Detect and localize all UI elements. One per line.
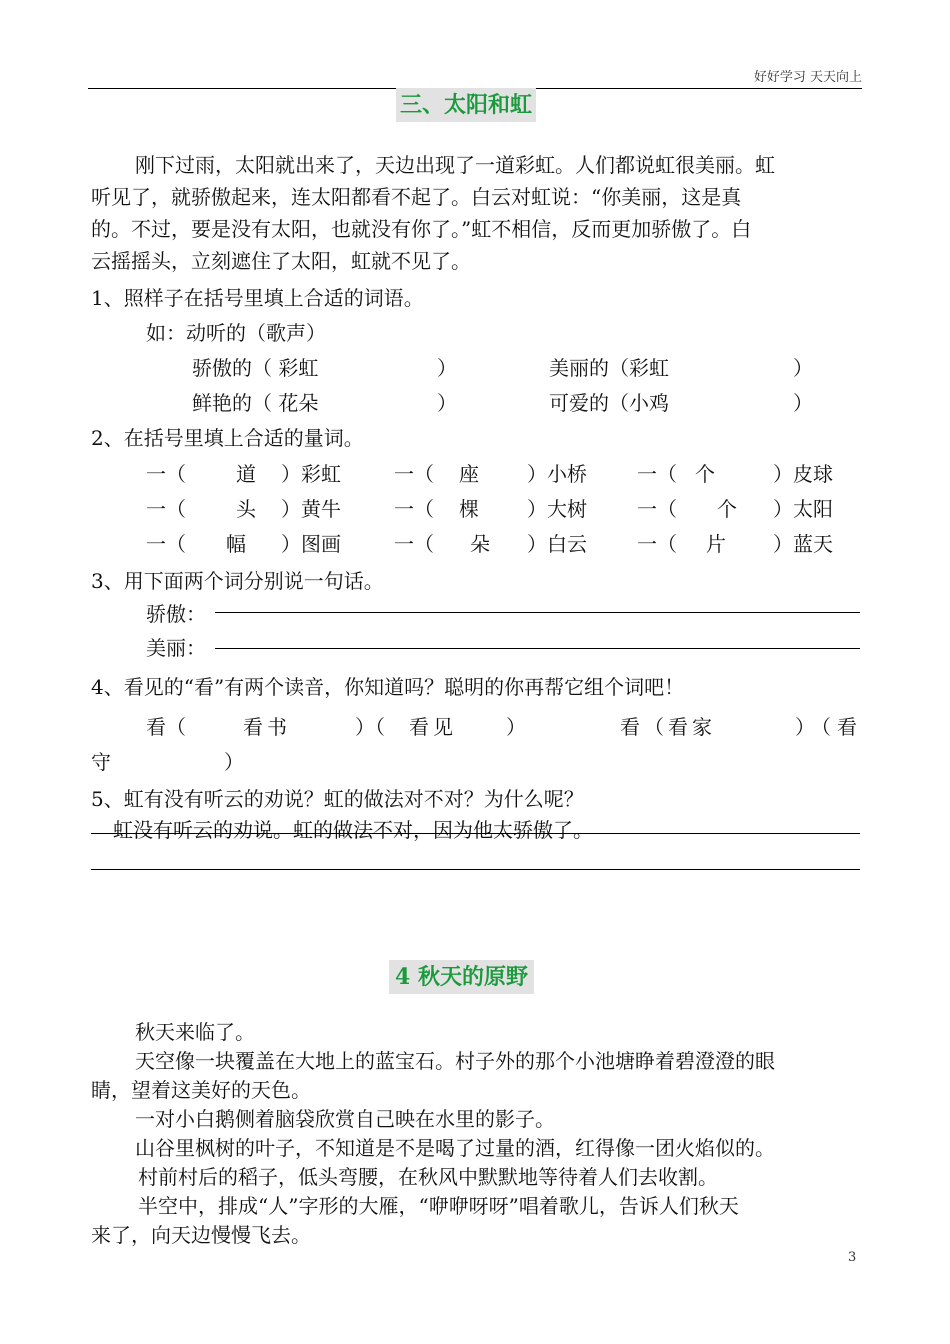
fill-item: 骄傲的（ 彩虹 <box>192 356 319 380</box>
fill-item: 可爱的（小鸡 <box>549 391 669 415</box>
measure-word-noun: ）蓝天 <box>773 532 833 556</box>
passage-line: 村前村后的稻子，低头弯腰，在秋风中默默地等待着人们去收割。 <box>138 1165 718 1189</box>
measure-word-answer: 片 <box>706 532 726 556</box>
reading-close: ） <box>506 715 526 739</box>
measure-word-noun: ）图画 <box>281 532 341 556</box>
answer-line[interactable] <box>91 869 860 870</box>
measure-word-answer: 头 <box>236 497 256 521</box>
passage-line: 的。不过，要是没有太阳，也就没有你了。”虹不相信，反而更加骄傲了。白 <box>91 217 752 241</box>
measure-word-noun: ）太阳 <box>773 497 833 521</box>
example: 如：动听的（歌声） <box>146 321 326 345</box>
passage-line: 刚下过雨，太阳就出来了，天边出现了一道彩虹。人们都说虹很美丽。虹 <box>135 153 775 177</box>
measure-word-open: 一（ <box>637 462 677 486</box>
reading-close: ） <box>224 750 244 774</box>
fill-item-close: ） <box>437 391 457 415</box>
passage-line: 听见了，就骄傲起来，连太阳都看不起了。白云对虹说：“你美丽，这是真 <box>91 185 742 209</box>
question-prompt: 2、在括号里填上合适的量词。 <box>91 426 364 450</box>
measure-word-answer: 棵 <box>459 497 479 521</box>
measure-word-noun: ）小桥 <box>527 462 587 486</box>
passage-line: 一对小白鹅侧着脑袋欣赏自己映在水里的影子。 <box>135 1107 555 1131</box>
measure-word-open: 一（ <box>146 497 186 521</box>
passage-line: 秋天来临了。 <box>135 1020 255 1044</box>
reading-word: 看见 <box>409 715 457 739</box>
answer-line[interactable] <box>215 648 860 649</box>
reading-word: 守 <box>91 750 111 774</box>
measure-word-answer: 个 <box>717 497 737 521</box>
question-prompt: 4、看见的“看”有两个读音，你知道吗？聪明的你再帮它组个词吧！ <box>91 675 685 699</box>
passage-line: 云摇摇头，立刻遮住了太阳，虹就不见了。 <box>91 249 471 273</box>
passage-line: 山谷里枫树的叶子，不知道是不是喝了过量的酒，红得像一团火焰似的。 <box>135 1136 775 1160</box>
reading-mid: ）（看 <box>795 715 863 739</box>
passage-line: 半空中，排成“人”字形的大雁，“咿咿呀呀”唱着歌儿，告诉人们秋天 <box>138 1194 739 1218</box>
reading-mid: ）（ <box>355 715 385 739</box>
question-prompt: 1、照样子在括号里填上合适的词语。 <box>91 286 424 310</box>
fill-item: 鲜艳的（ 花朵 <box>192 391 319 415</box>
measure-word-answer: 朵 <box>470 532 490 556</box>
passage-line: 来了，向天边慢慢飞去。 <box>91 1223 311 1247</box>
measure-word-open: 一（ <box>146 532 186 556</box>
sentence-word: 美丽： <box>146 636 206 660</box>
answer-line[interactable] <box>91 833 860 834</box>
page-number: 3 <box>848 1250 857 1265</box>
reading-open: 看（ <box>146 715 186 739</box>
measure-word-open: 一（ <box>394 497 434 521</box>
fill-item-close: ） <box>793 391 813 415</box>
measure-word-open: 一（ <box>394 462 434 486</box>
page-header: 好好学习 天天向上 <box>753 70 862 85</box>
sentence-word: 骄傲： <box>146 602 206 626</box>
section-title: 三、太阳和虹 <box>396 88 536 122</box>
passage-line: 天空像一块覆盖在大地上的蓝宝石。村子外的那个小池塘睁着碧澄澄的眼 <box>135 1049 775 1073</box>
measure-word-open: 一（ <box>637 532 677 556</box>
measure-word-answer: 个 <box>695 462 715 486</box>
measure-word-open: 一（ <box>394 532 434 556</box>
measure-word-answer: 座 <box>459 462 479 486</box>
measure-word-open: 一（ <box>637 497 677 521</box>
fill-item-close: ） <box>793 356 813 380</box>
answer-line[interactable] <box>215 612 860 613</box>
measure-word-noun: ）彩虹 <box>281 462 341 486</box>
measure-word-answer: 幅 <box>226 532 246 556</box>
passage-line: 睛，望着这美好的天色。 <box>91 1078 311 1102</box>
question-prompt: 5、虹有没有听云的劝说？虹的做法对不对？为什么呢？ <box>91 787 584 811</box>
fill-item: 美丽的（彩虹 <box>549 356 669 380</box>
reading-word: 看书 <box>243 715 291 739</box>
reading-word: 看（看家 <box>620 715 716 739</box>
section-title: 4 秋天的原野 <box>389 960 534 994</box>
measure-word-open: 一（ <box>146 462 186 486</box>
measure-word-noun: ）皮球 <box>773 462 833 486</box>
question-prompt: 3、用下面两个词分别说一句话。 <box>91 569 384 593</box>
measure-word-noun: ）黄牛 <box>281 497 341 521</box>
measure-word-answer: 道 <box>236 462 256 486</box>
measure-word-noun: ）白云 <box>527 532 587 556</box>
answer-text: 虹没有听云的劝说。虹的做法不对，因为他太骄傲了。 <box>113 818 593 842</box>
fill-item-close: ） <box>437 356 457 380</box>
measure-word-noun: ）大树 <box>527 497 587 521</box>
